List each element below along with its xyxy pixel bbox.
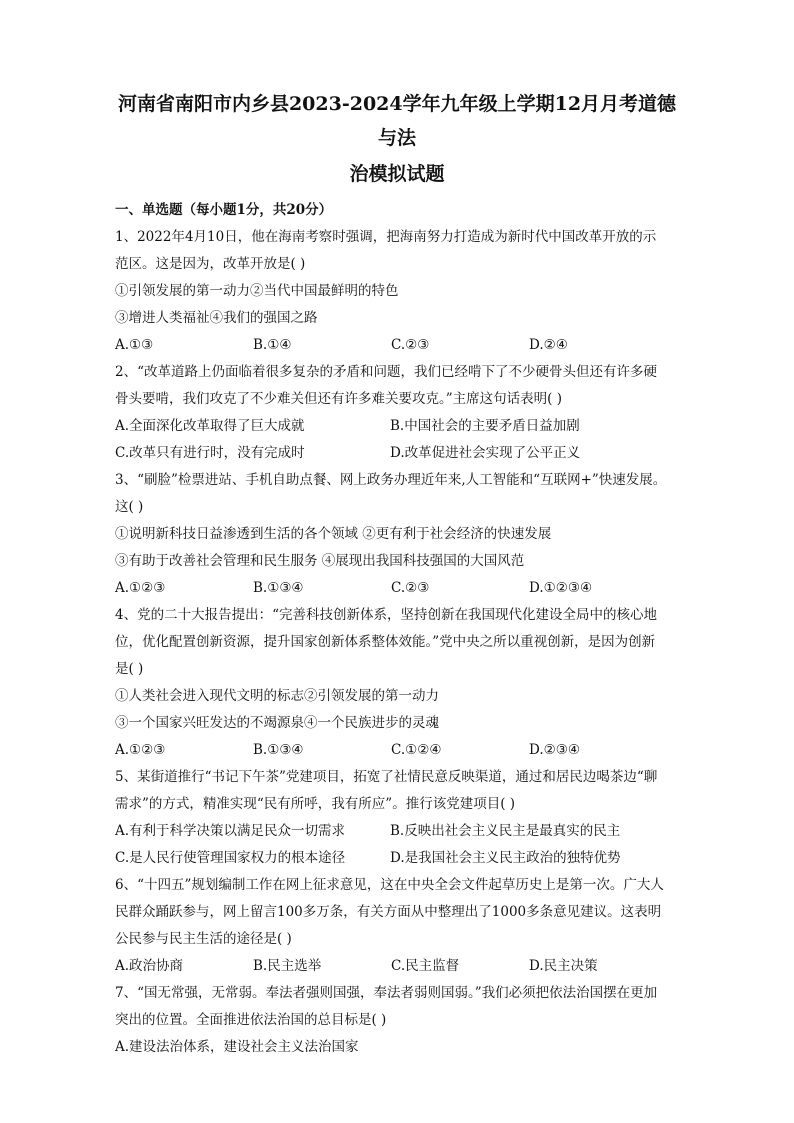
option-b: B.民主选举 [253,958,322,974]
options-row [115,575,679,602]
section-heading: 一、单选题（每小题1分，共20分） [115,202,333,218]
option-a: A.①②③ [115,580,166,596]
option-d: D.民主决策 [529,958,598,974]
question-text: 是( ) [115,661,144,677]
question-text: 骨头要啃，我们攻克了不少难关但还有许多难关要攻克。”主席这句话表明( ) [115,391,562,407]
option-b: B.反映出社会主义民主是最真实的民主 [390,823,621,839]
option-d: D.改革促进社会实现了公平正义 [390,445,581,461]
option-d: D.②③④ [529,742,580,758]
options-row [115,440,679,467]
option-d: D.②④ [529,337,568,353]
question-7 [115,980,679,1061]
option-a: A.建设法治体系，建设社会主义法治国家 [115,1039,359,1055]
question-3 [115,467,679,602]
question-5 [115,764,679,872]
question-text: 突出的位置。全面推进依法治国的总目标是( ) [115,1012,387,1028]
question-text: 3、“刷脸”检票进站、手机自助点餐、网上政务办理近年来,人工智能和“互联网+”快速发展。 [115,472,667,488]
question-1 [115,224,679,359]
option-c: C.②③ [391,337,430,353]
options-row [115,413,679,440]
question-text: 6、“十四五”规划编制工作在网上征求意见，这在中央全会文件起草历史上是第一次。广大人 [115,877,664,893]
option-a: A.①③ [115,337,154,353]
option-b: B.中国社会的主要矛盾日益加剧 [390,418,580,434]
question-4 [115,602,679,764]
statement: ①人类社会进入现代文明的标志②引领发展的第一动力 [115,688,439,704]
options-row [115,845,679,872]
option-c: C.改革只有进行时，没有完成时 [115,445,305,461]
option-b: B.①③④ [253,580,304,596]
options-row [115,332,679,359]
option-c: C.是人民行使管理国家权力的根本途径 [115,850,346,866]
statement: ③一个国家兴旺发达的不竭源泉④一个民族进步的灵魂 [115,715,439,731]
question-text: 范区。这是因为，改革开放是( ) [115,256,306,272]
question-text: 这( ) [115,499,144,515]
option-b: B.①④ [253,337,292,353]
option-b: B.①③④ [253,742,304,758]
option-c: C.民主监督 [391,958,460,974]
option-a: A.有利于科学决策以满足民众一切需求 [115,823,346,839]
option-a: A.政治协商 [115,958,184,974]
question-6 [115,872,679,980]
statement: ①说明新科技日益渗透到生活的各个领域 ②更有利于社会经济的快速发展 [115,526,552,542]
doc-title-line2: 治模拟试题 [349,163,445,185]
option-d: D.是我国社会主义民主政治的独特优势 [390,850,621,866]
question-text: 民群众踊跃参与，网上留言100多万条，有关方面从中整理出了1000多条意见建议。这表明 [115,904,662,920]
option-d: D.①②③④ [529,580,593,596]
option-a: A.①②③ [115,742,166,758]
options-row [115,818,679,845]
options-row [115,953,679,980]
question-text: 4、党的二十大报告提出：“完善科技创新体系，坚持创新在我国现代化建设全局中的核心地 [115,607,657,623]
option-c: C.①②④ [391,742,442,758]
question-text: 7、“国无常强，无常弱。奉法者强则国强，奉法者弱则国弱。”我们必须把依法治国摆在更加 [115,985,658,1001]
question-text: 位，优化配置创新资源，提升国家创新体系整体效能。”党中央之所以重视创新，是因为创新 [115,634,656,650]
statement: ①引领发展的第一动力②当代中国最鲜明的特色 [115,283,399,299]
options-row [115,737,679,764]
question-text: 公民参与民主生活的途径是( ) [115,931,292,947]
option-a: A.全面深化改革取得了巨大成就 [115,418,305,434]
statement: ③有助于改善社会管理和民生服务 ④展现出我国科技强国的大国风范 [115,553,525,569]
question-text: 1、2022年4月10日，他在海南考察时强调，把海南努力打造成为新时代中国改革开放的示 [115,229,657,245]
question-text: 需求”的方式，精准实现“民有所呼，我有所应”。推行该党建项目( ) [115,796,516,812]
question-2 [115,359,679,467]
statement: ③增进人类福祉④我们的强国之路 [115,310,318,326]
option-c: C.②③ [391,580,430,596]
question-text: 5、某街道推行“书记下午茶”党建项目，拓宽了社情民意反映渠道，通过和居民边喝茶边“聊 [115,769,658,785]
doc-title-line1: 河南省南阳市内乡县2023-2024学年九年级上学期12月月考道德与法 [117,93,677,149]
question-text: 2、“改革道路上仍面临着很多复杂的矛盾和问题，我们已经啃下了不少硬骨头但还有许多硬 [115,364,657,380]
